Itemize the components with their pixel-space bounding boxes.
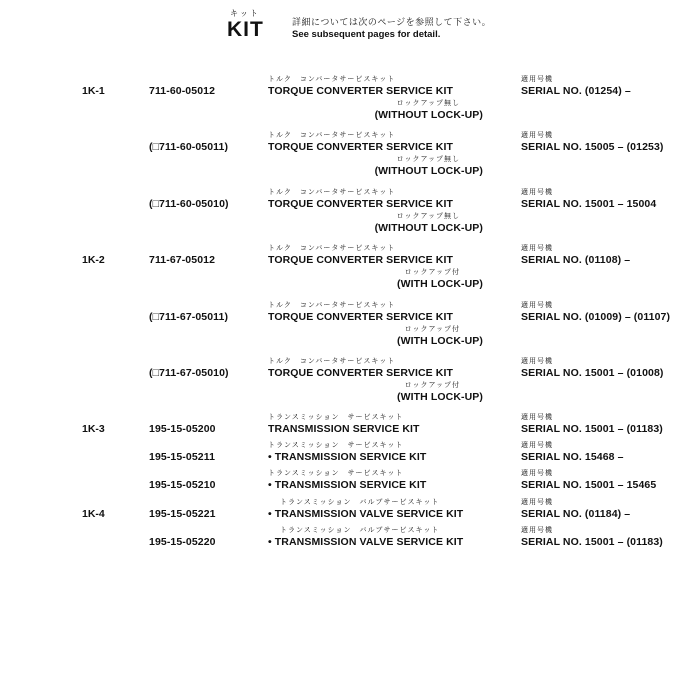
serial-kana: 適用号機 — [521, 132, 553, 139]
part-name: • TRANSMISSION SERVICE KIT — [268, 451, 427, 463]
lockup-note-kana: ロックアップ無し — [396, 156, 460, 163]
part-number: 195-15-05221 — [149, 508, 216, 520]
part-number: 195-15-05211 — [149, 451, 216, 463]
serial-kana: 適用号機 — [521, 245, 553, 252]
kit-kana-label: キット — [230, 9, 260, 18]
part-name: TRANSMISSION SERVICE KIT — [268, 423, 420, 435]
part-name-kana: トランスミッション サービスキット — [268, 442, 404, 449]
lockup-note: (WITHOUT LOCK-UP) — [374, 222, 483, 234]
part-number: (□711-67-05011) — [149, 311, 229, 323]
serial-number: SERIAL NO. 15001 – 15465 — [521, 479, 657, 491]
serial-kana: 適用号機 — [521, 358, 553, 365]
serial-kana: 適用号機 — [521, 470, 553, 477]
part-name-kana: トルク コンバータサービスキット — [268, 245, 396, 252]
part-name-kana: トルク コンバータサービスキット — [268, 189, 396, 196]
serial-number: SERIAL NO. (01009) – (01107) — [521, 311, 671, 323]
part-name: TORQUE CONVERTER SERVICE KIT — [268, 311, 454, 323]
part-name: • TRANSMISSION VALVE SERVICE KIT — [268, 536, 464, 548]
part-number: (□711-60-05010) — [149, 198, 229, 210]
header-note-english: See subsequent pages for detail. — [292, 29, 441, 40]
ref-number: 1K-4 — [82, 508, 105, 520]
lockup-note: (WITHOUT LOCK-UP) — [374, 109, 483, 121]
part-number: 711-60-05012 — [149, 85, 216, 97]
lockup-note-kana: ロックアップ付 — [404, 382, 460, 389]
part-name-kana: トルク コンバータサービスキット — [268, 132, 396, 139]
serial-number: SERIAL NO. 15001 – 15004 — [521, 198, 657, 210]
part-number: 195-15-05200 — [149, 423, 216, 435]
part-number: 711-67-05012 — [149, 254, 216, 266]
lockup-note-kana: ロックアップ無し — [396, 100, 460, 107]
serial-kana: 適用号機 — [521, 527, 553, 534]
serial-kana: 適用号機 — [521, 414, 553, 421]
lockup-note-kana: ロックアップ無し — [396, 213, 460, 220]
page-title: KIT — [227, 18, 264, 41]
lockup-note-kana: ロックアップ付 — [404, 269, 460, 276]
serial-number: SERIAL NO. 15005 – (01253) — [521, 141, 664, 153]
part-name-kana: トルク コンバータサービスキット — [268, 76, 396, 83]
part-number: (□711-67-05010) — [149, 367, 229, 379]
serial-kana: 適用号機 — [521, 499, 553, 506]
serial-kana: 適用号機 — [521, 76, 553, 83]
ref-number: 1K-2 — [82, 254, 105, 266]
part-name: TORQUE CONVERTER SERVICE KIT — [268, 85, 454, 97]
part-name-kana: トランスミッション サービスキット — [268, 470, 404, 477]
part-name-kana: トルク コンバータサービスキット — [268, 358, 396, 365]
header-note-japanese: 詳細については次のページを参照して下さい。 — [292, 17, 492, 27]
serial-number: SERIAL NO. 15001 – (01008) — [521, 367, 664, 379]
serial-number: SERIAL NO. 15468 – — [521, 451, 624, 463]
lockup-note-kana: ロックアップ付 — [404, 326, 460, 333]
ref-number: 1K-3 — [82, 423, 105, 435]
part-name: • TRANSMISSION VALVE SERVICE KIT — [268, 508, 464, 520]
serial-number: SERIAL NO. 15001 – (01183) — [521, 423, 663, 435]
part-name: • TRANSMISSION SERVICE KIT — [268, 479, 427, 491]
lockup-note: (WITHOUT LOCK-UP) — [374, 165, 483, 177]
part-name: TORQUE CONVERTER SERVICE KIT — [268, 198, 454, 210]
part-name: TORQUE CONVERTER SERVICE KIT — [268, 254, 454, 266]
lockup-note: (WITH LOCK-UP) — [397, 335, 483, 347]
ref-number: 1K-1 — [82, 85, 105, 97]
serial-number: SERIAL NO. 15001 – (01183) — [521, 536, 663, 548]
serial-number: SERIAL NO. (01184) – — [521, 508, 631, 520]
serial-number: SERIAL NO. (01108) – — [521, 254, 631, 266]
part-number: 195-15-05210 — [149, 479, 216, 491]
serial-kana: 適用号機 — [521, 302, 553, 309]
lockup-note: (WITH LOCK-UP) — [397, 278, 483, 290]
part-name-kana: トランスミッション バルブサービスキット — [280, 499, 440, 506]
part-name-kana: トランスミッション バルブサービスキット — [280, 527, 440, 534]
part-name-kana: トルク コンバータサービスキット — [268, 302, 396, 309]
part-name-kana: トランスミッション サービスキット — [268, 414, 404, 421]
serial-kana: 適用号機 — [521, 189, 553, 196]
part-number: 195-15-05220 — [149, 536, 216, 548]
part-name: TORQUE CONVERTER SERVICE KIT — [268, 367, 454, 379]
serial-kana: 適用号機 — [521, 442, 553, 449]
part-name: TORQUE CONVERTER SERVICE KIT — [268, 141, 454, 153]
lockup-note: (WITH LOCK-UP) — [397, 391, 483, 403]
part-number: (□711-60-05011) — [149, 141, 229, 153]
serial-number: SERIAL NO. (01254) – — [521, 85, 631, 97]
